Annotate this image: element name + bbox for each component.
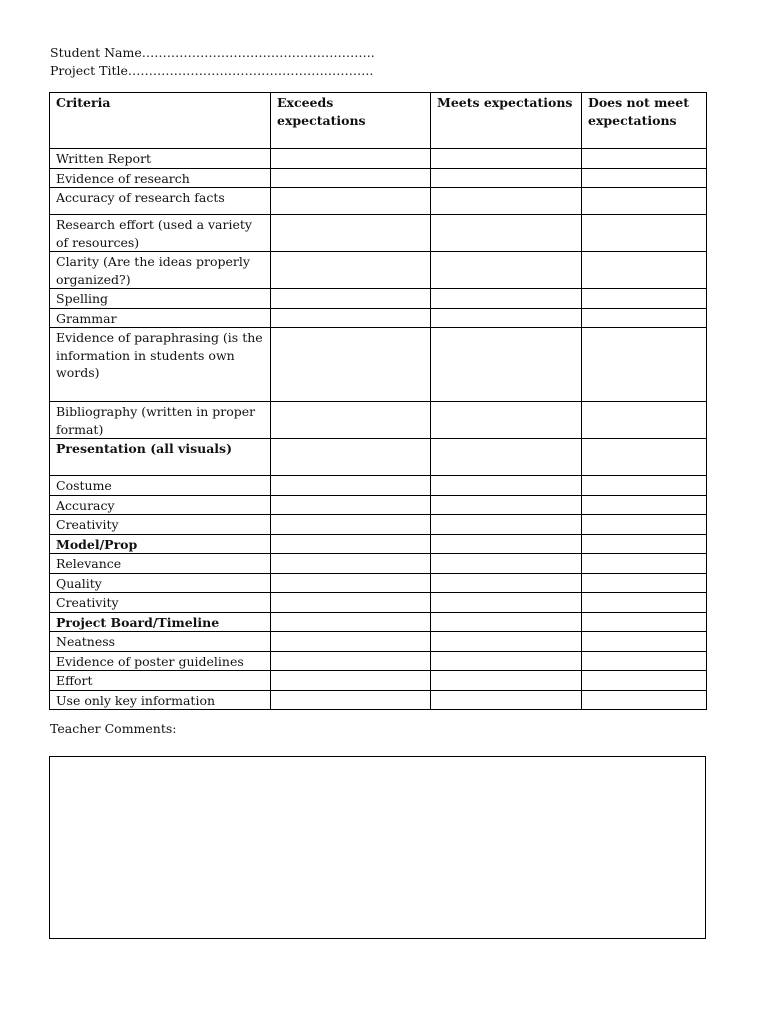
does-not-meet-cell[interactable] (582, 534, 707, 554)
meets-cell[interactable] (431, 671, 582, 691)
exceeds-cell[interactable] (271, 439, 431, 476)
exceeds-cell[interactable] (271, 632, 431, 652)
does-not-meet-cell[interactable] (582, 632, 707, 652)
column-header-criteria: Criteria (50, 93, 271, 149)
criteria-cell: Use only key information (50, 690, 271, 710)
does-not-meet-cell[interactable] (582, 289, 707, 309)
meets-cell[interactable] (431, 328, 582, 402)
exceeds-cell[interactable] (271, 534, 431, 554)
column-header-does-not-meet: Does not meet expectations (582, 93, 707, 149)
criteria-cell: Project Board/Timeline (50, 612, 271, 632)
criteria-cell: Grammar (50, 308, 271, 328)
table-row (50, 554, 707, 574)
criteria-cell: Model/Prop (50, 534, 271, 554)
does-not-meet-cell[interactable] (582, 308, 707, 328)
exceeds-cell[interactable] (271, 252, 431, 289)
exceeds-cell[interactable] (271, 308, 431, 328)
teacher-comments-box[interactable] (49, 756, 706, 939)
table-row (50, 612, 707, 632)
meets-cell[interactable] (431, 439, 582, 476)
criteria-cell: Accuracy of research facts (50, 188, 271, 215)
meets-cell[interactable] (431, 215, 582, 252)
table-row (50, 573, 707, 593)
exceeds-cell[interactable] (271, 651, 431, 671)
does-not-meet-cell[interactable] (582, 671, 707, 691)
meets-cell[interactable] (431, 168, 582, 188)
does-not-meet-cell[interactable] (582, 168, 707, 188)
does-not-meet-cell[interactable] (582, 402, 707, 439)
exceeds-cell[interactable] (271, 554, 431, 574)
teacher-comments-label: Teacher Comments: (50, 721, 177, 736)
meets-cell[interactable] (431, 289, 582, 309)
does-not-meet-cell[interactable] (582, 439, 707, 476)
exceeds-cell[interactable] (271, 289, 431, 309)
meets-cell[interactable] (431, 476, 582, 496)
criteria-cell: Clarity (Are the ideas properly organized?) (50, 252, 271, 289)
exceeds-cell[interactable] (271, 671, 431, 691)
table-row (50, 168, 707, 188)
exceeds-cell[interactable] (271, 690, 431, 710)
table-row (50, 632, 707, 652)
exceeds-cell[interactable] (271, 149, 431, 169)
meets-cell[interactable] (431, 554, 582, 574)
table-row (50, 328, 707, 402)
exceeds-cell[interactable] (271, 402, 431, 439)
criteria-cell: Effort (50, 671, 271, 691)
table-row (50, 495, 707, 515)
criteria-cell: Evidence of paraphrasing (is the information in students own words) (50, 328, 271, 402)
criteria-cell: Bibliography (written in proper format) (50, 402, 271, 439)
table-row (50, 671, 707, 691)
criteria-cell: Creativity (50, 515, 271, 535)
meets-cell[interactable] (431, 308, 582, 328)
exceeds-cell[interactable] (271, 476, 431, 496)
meets-cell[interactable] (431, 495, 582, 515)
table-header-row (50, 93, 707, 149)
table-row (50, 690, 707, 710)
meets-cell[interactable] (431, 252, 582, 289)
criteria-cell: Neatness (50, 632, 271, 652)
table-row (50, 476, 707, 496)
table-row (50, 651, 707, 671)
table-row (50, 439, 707, 476)
criteria-cell: Costume (50, 476, 271, 496)
exceeds-cell[interactable] (271, 593, 431, 613)
meets-cell[interactable] (431, 149, 582, 169)
table-row (50, 534, 707, 554)
meets-cell[interactable] (431, 690, 582, 710)
does-not-meet-cell[interactable] (582, 252, 707, 289)
does-not-meet-cell[interactable] (582, 612, 707, 632)
exceeds-cell[interactable] (271, 215, 431, 252)
does-not-meet-cell[interactable] (582, 149, 707, 169)
table-row (50, 149, 707, 169)
table-row (50, 593, 707, 613)
criteria-cell: Presentation (all visuals) (50, 439, 271, 476)
exceeds-cell[interactable] (271, 573, 431, 593)
does-not-meet-cell[interactable] (582, 188, 707, 215)
exceeds-cell[interactable] (271, 168, 431, 188)
project-title-line[interactable]: Project Title………………………………………………….. (50, 63, 374, 78)
table-row (50, 188, 707, 215)
table-row (50, 402, 707, 439)
criteria-cell: Written Report (50, 149, 271, 169)
criteria-cell: Evidence of poster guidelines (50, 651, 271, 671)
exceeds-cell[interactable] (271, 328, 431, 402)
meets-cell[interactable] (431, 402, 582, 439)
criteria-cell: Creativity (50, 593, 271, 613)
exceeds-cell[interactable] (271, 495, 431, 515)
meets-cell[interactable] (431, 612, 582, 632)
criteria-cell: Evidence of research (50, 168, 271, 188)
criteria-cell: Quality (50, 573, 271, 593)
criteria-cell: Accuracy (50, 495, 271, 515)
exceeds-cell[interactable] (271, 188, 431, 215)
student-name-line[interactable]: Student Name……………………………………………….. (50, 45, 375, 60)
does-not-meet-cell[interactable] (582, 476, 707, 496)
exceeds-cell[interactable] (271, 612, 431, 632)
meets-cell[interactable] (431, 632, 582, 652)
criteria-cell: Research effort (used a variety of resources) (50, 215, 271, 252)
meets-cell[interactable] (431, 651, 582, 671)
does-not-meet-cell[interactable] (582, 593, 707, 613)
does-not-meet-cell[interactable] (582, 651, 707, 671)
exceeds-cell[interactable] (271, 515, 431, 535)
criteria-cell: Relevance (50, 554, 271, 574)
meets-cell[interactable] (431, 573, 582, 593)
does-not-meet-cell[interactable] (582, 690, 707, 710)
meets-cell[interactable] (431, 593, 582, 613)
table-row (50, 252, 707, 289)
does-not-meet-cell[interactable] (582, 495, 707, 515)
table-row (50, 215, 707, 252)
does-not-meet-cell[interactable] (582, 554, 707, 574)
table-row (50, 515, 707, 535)
does-not-meet-cell[interactable] (582, 573, 707, 593)
meets-cell[interactable] (431, 534, 582, 554)
does-not-meet-cell[interactable] (582, 328, 707, 402)
meets-cell[interactable] (431, 188, 582, 215)
does-not-meet-cell[interactable] (582, 515, 707, 535)
criteria-cell: Spelling (50, 289, 271, 309)
rubric-table (49, 92, 707, 710)
rubric-body (50, 149, 707, 710)
table-row (50, 308, 707, 328)
column-header-meets: Meets expectations (431, 93, 582, 149)
does-not-meet-cell[interactable] (582, 215, 707, 252)
column-header-exceeds: Exceeds expectations (271, 93, 431, 149)
meets-cell[interactable] (431, 515, 582, 535)
table-row (50, 289, 707, 309)
